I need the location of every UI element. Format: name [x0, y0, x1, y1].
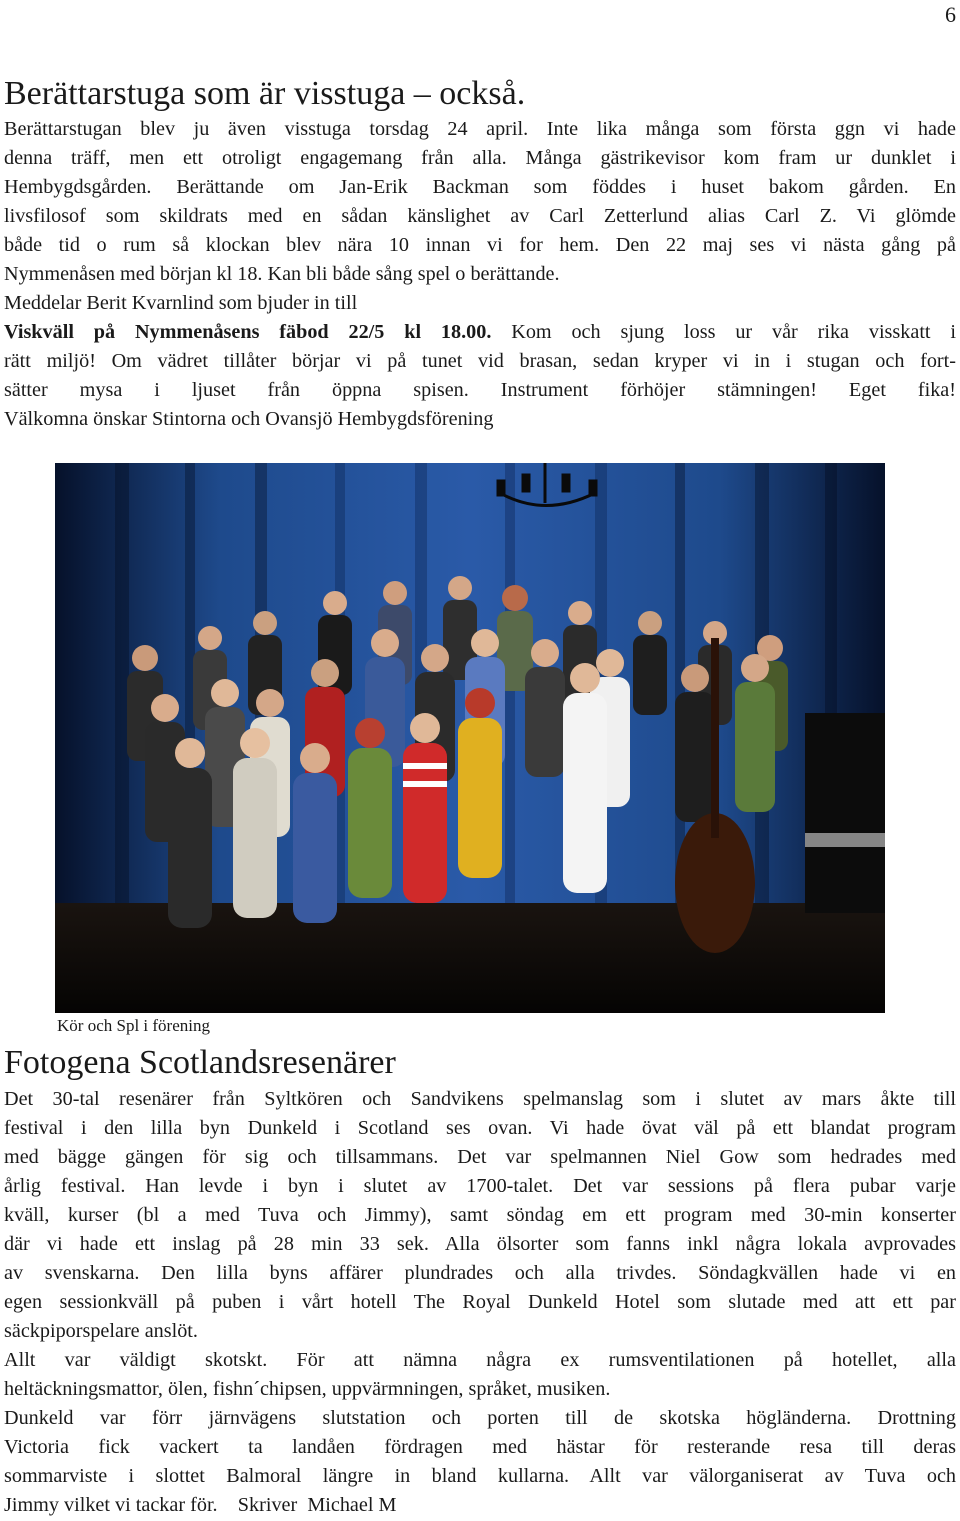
text-line: denna träff, men ett otroligt engagemang från alla. Många gästrikevisor kom fram ur dunklet i [4, 147, 956, 169]
text-line: egen sessionkväll på puben i vårt hotell The Royal Dunkeld Hotel som slutade med att ett par [4, 1291, 956, 1313]
invitation-title: Viskväll på Nymmenåsens fäbod 22/5 kl 18.00. [4, 321, 492, 343]
article-heading: Fotogena Scotlandsresenärer [4, 1044, 396, 1081]
text-line: sätter mysa i ljuset från öppna spisen. Instrument förhöjer stämningen! Eget fika! [4, 379, 956, 401]
text-line: Nymmenåsen med början kl 18. Kan bli både sång spel o berättande. [4, 263, 560, 285]
article-body [4, 115, 956, 434]
article-body [4, 1085, 956, 1520]
text-line: Välkomna önskar Stintorna och Ovansjö Hembygdsförening [4, 408, 494, 430]
text-line: årlig festival. Han levde i byn i slutet av 1700-talet. Det var sessions på flera pubar varje [4, 1175, 956, 1197]
invitation-line [4, 318, 956, 347]
group-photo-illustration [55, 463, 885, 1013]
article-berattarstuga [4, 74, 956, 434]
text-line: Det 30-tal resenärer från Syltkören och Sandvikens spelmanslag som i slutet av mars åkte till [4, 1088, 956, 1110]
text-line: Victoria fick vackert ta landåen fördragen med hästar för resterande resa till deras [4, 1436, 956, 1458]
text-line: Dunkeld var förr järnvägens slutstation och porten till de skotska högländerna. Drottning [4, 1407, 956, 1429]
text-line: rätt miljö! Om vädret tillåter börjar vi på tunet vid brasan, sedan kryper vi in i stugan och fort- [4, 350, 956, 372]
photo-caption: Kör och Spl i förening [57, 1016, 210, 1035]
text-line: Hembygdsgården. Berättande om Jan-Erik Backman som föddes i huset bakom gården. En [4, 176, 956, 198]
text-line: livsfilosof som skildrats med en sådan känslighet av Carl Zetterlund alias Carl Z. Vi glömde [4, 205, 956, 227]
text-line: både tid o rum så klockan blev nära 10 innan vi for hem. Den 22 maj ses vi nästa gång på [4, 234, 956, 256]
text-line: kväll, kurser (bl a med Tuva och Jimmy), samt söndag em ett program med 30-min konserter [4, 1204, 956, 1226]
text-line: festival i den lilla byn Dunkeld i Scotland ses ovan. Vi hade övat väl på ett blandat program [4, 1117, 956, 1139]
text-line: säckpiporspelare anslöt. [4, 1320, 198, 1342]
text-line: sommarviste i slottet Balmoral längre in bland kullarna. Allt var välorganiserat av Tuva och [4, 1465, 956, 1487]
text-line: med bägge gängen för sig och tillsammans. Det var spelmannen Niel Gow som hedrades med [4, 1146, 956, 1168]
text-line: heltäckningsmattor, ölen, fishn´chipsen, uppvärmningen, språket, musiken. [4, 1378, 611, 1400]
text-line: där vi hade ett inslag på 28 min 33 sek. Alla ölsorter som fanns inkl några lokala avprovades [4, 1233, 956, 1255]
text-line: Allt var väldigt skotskt. För att nämna några ex rumsventilationen på hotellet, alla [4, 1349, 956, 1371]
text-line: av svenskarna. Den lilla byns affärer plundrades och alla trivdes. Söndagkvällen hade vi en [4, 1262, 956, 1284]
article-scotland [4, 1043, 956, 1520]
article-heading: Berättarstuga som är visstuga – också. [4, 75, 526, 112]
page-number: 6 [945, 2, 956, 27]
text-line: Berättarstugan blev ju även visstuga torsdag 24 april. Inte lika många som första ggn vi hade [4, 118, 956, 140]
invitation-intro: Meddelar Berit Kvarnlind som bjuder in till [4, 292, 358, 314]
group-photo [55, 463, 885, 1013]
invitation-text: Kom och sjung loss ur vår rika visskatt i [491, 321, 956, 343]
text-line: Jimmy vilket vi tackar för. Skriver Michael M [4, 1494, 397, 1516]
